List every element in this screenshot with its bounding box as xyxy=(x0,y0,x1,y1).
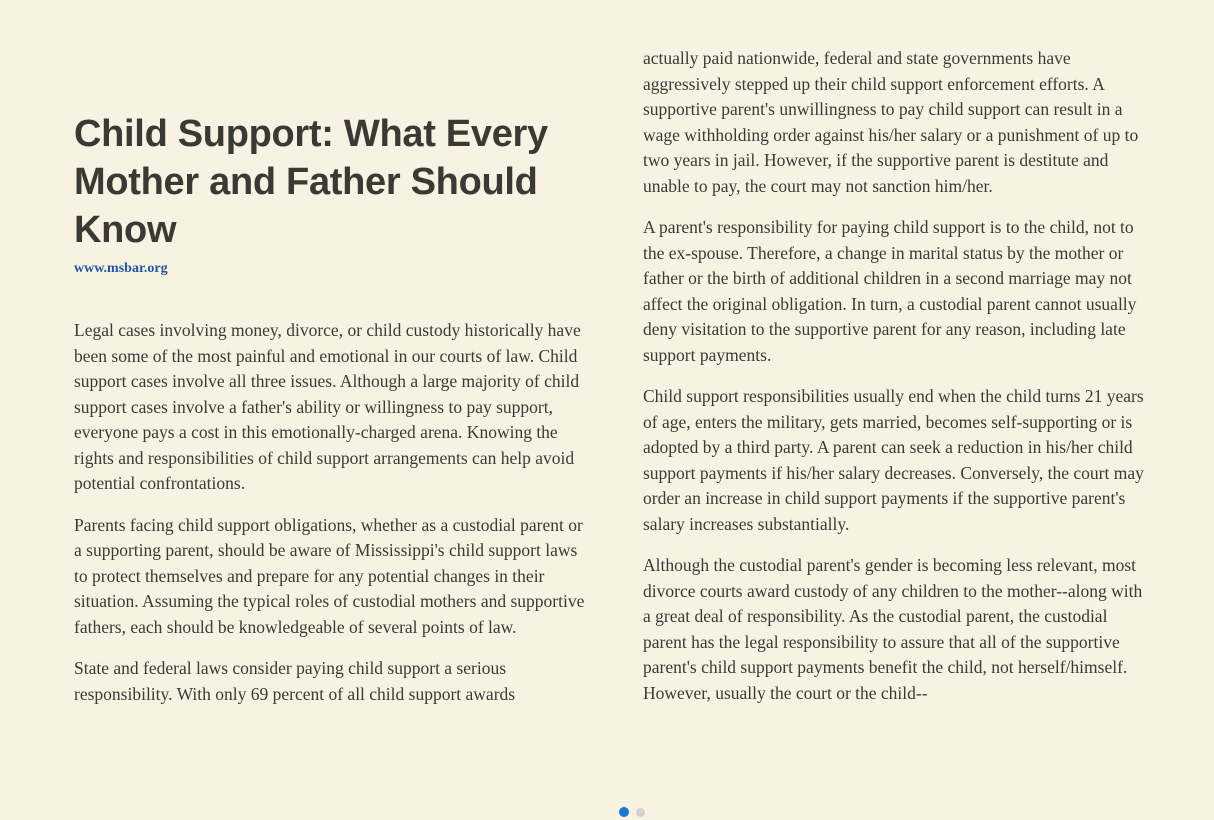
page-dot-current[interactable] xyxy=(619,807,629,817)
page-indicator xyxy=(619,807,645,817)
paragraph: Although the custodial parent's gender is becoming less relevant, most divorce courts award custody of any children to the mother--along with a great deal of responsibility. As the custodial parent, the custodial parent has the legal responsibility to assure that all of the supportive parent's child support payments benefit the child, not herself/himself. However, usually the court or the child-- xyxy=(643,555,1143,703)
page-title: Child Support: What Every Mother and Father Should Know xyxy=(74,113,548,251)
paragraph: Legal cases involving money, divorce, or child custody historically have been some of the most painful and emotional in our courts of law. Child support cases involve all three issues. Although a large majority of child support cases involve a father's ability or willingness to pay support, everyone pays a cost in this emotionally-charged arena. Knowing the rights and responsibilities of child support arrangements can help avoid potential confrontations. xyxy=(74,320,581,493)
page-dot-next[interactable] xyxy=(636,808,645,817)
left-column xyxy=(74,0,586,723)
paragraph: actually paid nationwide, federal and state governments have aggressively stepped up their child support enforcement efforts. A supportive parent's unwillingness to pay child support can result in a wage withholding order against his/her salary or a punishment of up to two years in jail. However, if the supportive parent is destitute and unable to pay, the court may not sanction him/her. xyxy=(643,48,1139,196)
paragraph: Parents facing child support obligations, whether as a custodial parent or a supporting parent, should be aware of Mississippi's child support laws to protect themselves and prepare for any potential changes in their situation. Assuming the typical roles of custodial mothers and supportive fathers, each should be knowledgeable of several points of law. xyxy=(74,514,585,637)
paragraph: A parent's responsibility for paying child support is to the child, not to the ex-spouse. Therefore, a change in marital status by the mother or father or the birth of additional children in a second marriage may not affect the original obligation. In turn, a custodial parent cannot usually deny visitation to the supportive parent for any reason, including late support payments. xyxy=(643,217,1137,365)
paragraph: State and federal laws consider paying child support a serious responsibility. With only 69 percent of all child support awards xyxy=(74,658,516,704)
source-link[interactable]: www.msbar.org xyxy=(74,261,168,276)
right-column xyxy=(643,0,1148,722)
paragraph: Child support responsibilities usually end when the child turns 21 years of age, enters the military, gets married, becomes self-supporting or is adopted by a third party. A parent can seek a reduction in his/her child support payments if his/her salary decreases. Conversely, the court may order an increase in child support payments if the supportive parent's salary increases substantially. xyxy=(643,386,1144,534)
